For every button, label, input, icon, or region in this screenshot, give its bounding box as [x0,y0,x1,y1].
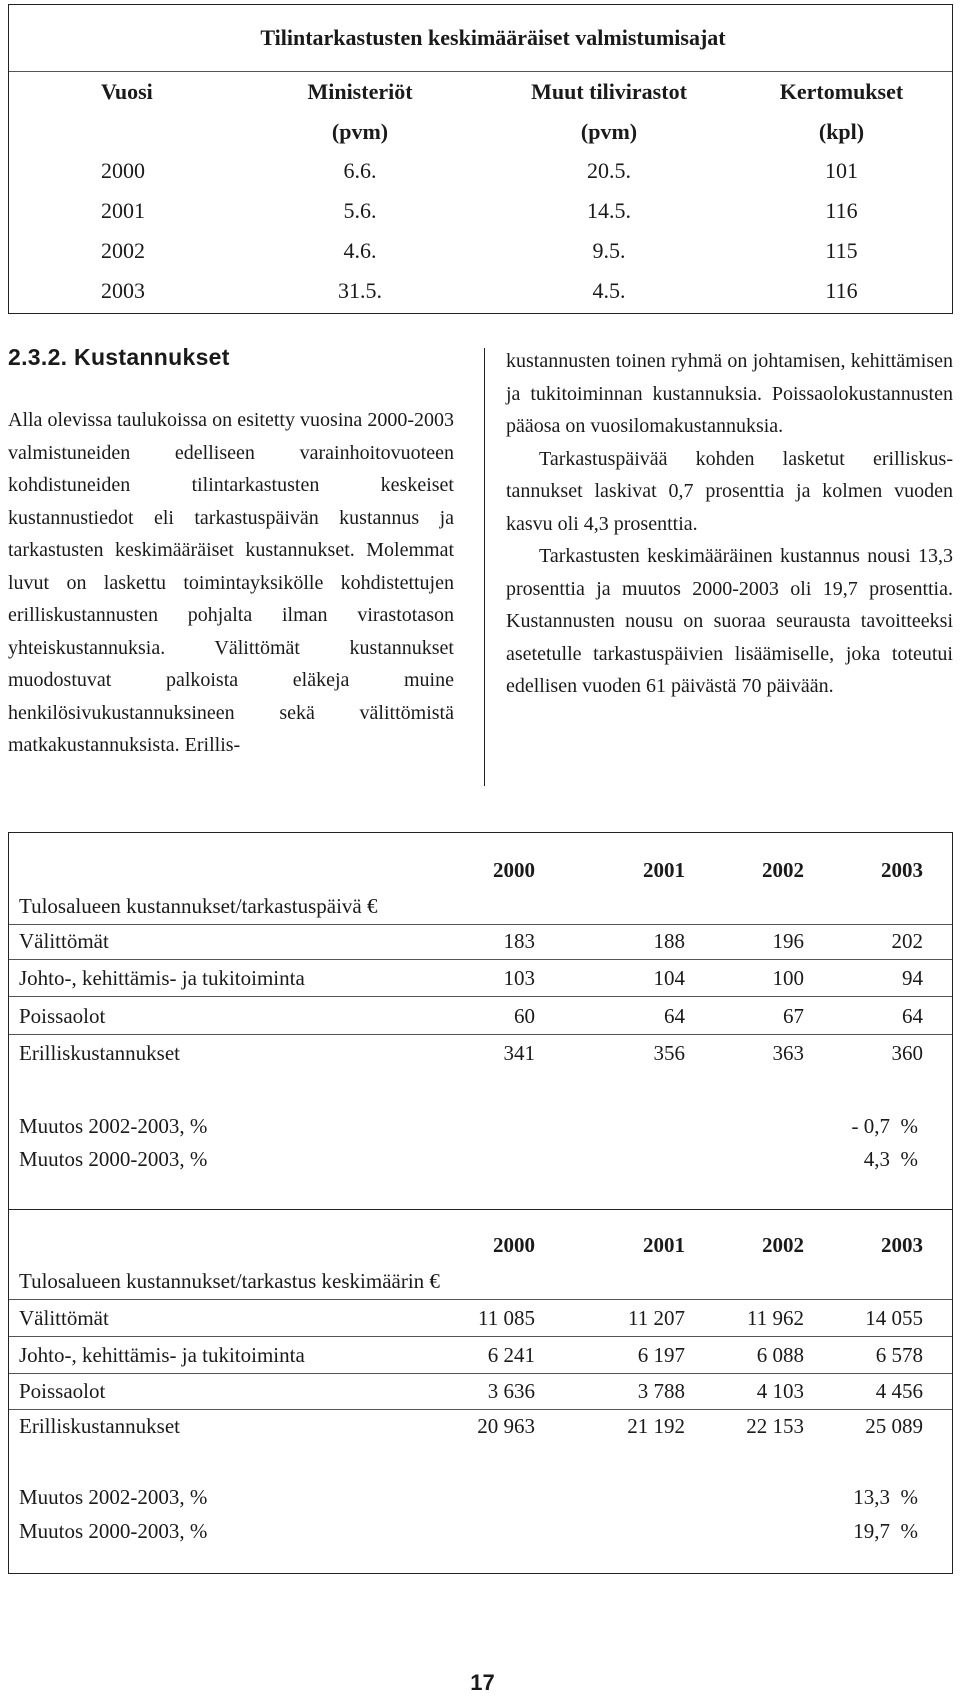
cell-year: 2002 [101,238,145,263]
change-value: 13,3 % [853,1485,918,1509]
row-value: 67 [783,1004,804,1028]
table-row [9,1302,952,1337]
year-header: 2000 [493,858,535,882]
table-row [9,1000,952,1035]
table-row [9,1375,952,1410]
year-header: 2003 [881,1233,923,1257]
row-value: 196 [772,929,804,953]
production-times-table [8,4,953,314]
title-divider [9,71,952,72]
table-row [9,925,952,960]
row-value: 6 088 [756,1343,804,1367]
table-caption: Tulosalueen kustannukset/tarkastus keskimäärin € [19,1269,440,1293]
change-value: 19,7 % [853,1519,918,1543]
row-label: Johto-, kehittämis- ja tukitoiminta [19,1343,305,1367]
page-number: 17 [470,1670,495,1695]
header-reports: Kertomukset [779,79,904,104]
cell-other-agencies: 14.5. [587,198,631,223]
row-value: 94 [902,966,923,990]
table-caption: Tulosalueen kustannukset/tarkastuspäivä € [19,894,378,918]
change-row [9,1481,952,1515]
unit-other-agencies: (pvm) [580,119,638,144]
change-label: Muutos 2000-2003, % [19,1519,208,1543]
body-paragraph: Alla olevissa taulukoissa on esitetty vuosina 2000-2003 valmistuneiden edelliseen varainhoitovuoteen kohdistuneiden tilintarkastusten keskeiset kustannustiedot eli tarkastuspäivän kustannus ja tarkastusten keskimääräiset kustannukset. Molemmat luvut on laskettu toimintayksikölle kohdistettujen erilliskustannusten pohjalta ilman virastotason yhteiskustannuksia. Välittömät kustannukset muodostuvat palkoista eläkeja muine henkilösivukustannuksineen sekä välittömistä matkakustannuksista. Erillis- [8,409,454,756]
year-header: 2002 [762,1233,804,1257]
row-value: 64 [664,1004,685,1028]
row-label: Erilliskustannukset [19,1414,180,1438]
body-paragraph: Tarkastusten keskimääräinen kustannus nousi 13,3 prosenttia ja muutos 2000-2003 oli 19,7 prosenttia. Kustannusten nousu on suoraa seurausta tavoitteeksi asetetulle tarkastuspäivien lisäämiselle, joka toteutui edellisen vuoden 61 päivästä 70 päivään. [506,545,953,697]
header-year: Vuosi [101,79,153,104]
table-caption-row [9,1265,952,1300]
column-divider [484,348,485,786]
row-label: Välittömät [19,929,109,953]
cell-year: 2000 [101,158,145,183]
row-value: 100 [772,966,804,990]
change-row [9,1143,952,1177]
row-value: 11 962 [747,1306,804,1330]
cell-reports: 115 [825,238,858,263]
row-value: 356 [653,1041,685,1065]
row-value: 103 [503,966,535,990]
row-value: 363 [772,1041,804,1065]
row-value: 341 [503,1041,535,1065]
row-value: 6 197 [637,1343,685,1367]
cell-year: 2001 [101,198,145,223]
cell-ministries: 31.5. [338,278,382,303]
row-label: Poissaolot [19,1379,106,1403]
table-row [9,1410,952,1444]
row-value: 104 [653,966,685,990]
year-header: 2003 [881,858,923,882]
year-header: 2002 [762,858,804,882]
left-text-column [8,404,454,762]
change-row [9,1515,952,1549]
row-value: 4 103 [756,1379,804,1403]
row-value: 64 [902,1004,923,1028]
row-value: 202 [891,929,923,953]
table-row [9,962,952,997]
row-value: 25 089 [865,1414,923,1438]
row-value: 183 [503,929,535,953]
cell-other-agencies: 4.5. [592,278,626,303]
row-value: 3 788 [637,1379,685,1403]
cost-per-audit-table [8,1210,953,1574]
year-header-row [9,1229,952,1263]
change-label: Muutos 2002-2003, % [19,1485,208,1509]
cell-ministries: 4.6. [343,238,377,263]
change-row [9,1110,952,1144]
row-label: Poissaolot [19,1004,106,1028]
change-label: Muutos 2002-2003, % [19,1114,208,1138]
row-value: 6 241 [487,1343,535,1367]
row-value: 6 578 [875,1343,923,1367]
table-row [9,1037,952,1071]
table-caption-row [9,890,952,925]
change-value: 4,3 % [863,1147,918,1171]
table-row [9,1339,952,1374]
cell-ministries: 6.6. [343,158,377,183]
cost-per-day-table [8,832,953,1210]
cell-other-agencies: 9.5. [592,238,626,263]
row-value: 20 963 [477,1414,535,1438]
year-header: 2000 [493,1233,535,1257]
body-paragraph: kustannusten toinen ryhmä on johtamisen, kehittämisen ja tukitoiminnan kustannuksia. Poissaolokustannusten pääosa on vuosilomakustannuksia. [506,350,953,437]
header-other-agencies: Muut tilivirastot [531,79,687,104]
cell-reports: 116 [825,198,858,223]
change-value: - 0,7 % [851,1114,918,1138]
row-value: 11 207 [628,1306,685,1330]
row-value: 14 055 [865,1306,923,1330]
row-value: 11 085 [478,1306,535,1330]
cell-reports: 116 [825,278,858,303]
cell-reports: 101 [825,158,858,183]
cell-ministries: 5.6. [343,198,377,223]
unit-ministries: (pvm) [331,119,389,144]
row-value: 22 153 [746,1414,804,1438]
unit-reports: (kpl) [818,119,865,144]
row-label: Erilliskustannukset [19,1041,180,1065]
row-value: 188 [653,929,685,953]
row-value: 60 [514,1004,535,1028]
row-value: 4 456 [875,1379,923,1403]
year-header: 2001 [643,1233,685,1257]
header-ministries: Ministeriöt [307,79,413,104]
row-label: Johto-, kehittämis- ja tukitoiminta [19,966,305,990]
row-label: Välittömät [19,1306,109,1330]
row-value: 3 636 [487,1379,535,1403]
right-text-column [506,345,953,703]
cell-year: 2003 [101,278,145,303]
row-value: 360 [891,1041,923,1065]
section-heading: 2.3.2. Kustannukset [8,344,230,370]
body-paragraph: Tarkastuspäivää kohden lasketut erilliskustannukset laskivat 0,7 prosenttia ja kolmen vuoden kasvu oli 4,3 prosenttia. [506,447,953,535]
year-header-row [9,854,952,888]
table-title: Tilintarkastusten keskimääräiset valmistumisajat [260,25,726,50]
row-value: 21 192 [627,1414,685,1438]
year-header: 2001 [643,858,685,882]
cell-other-agencies: 20.5. [587,158,631,183]
change-label: Muutos 2000-2003, % [19,1147,208,1171]
